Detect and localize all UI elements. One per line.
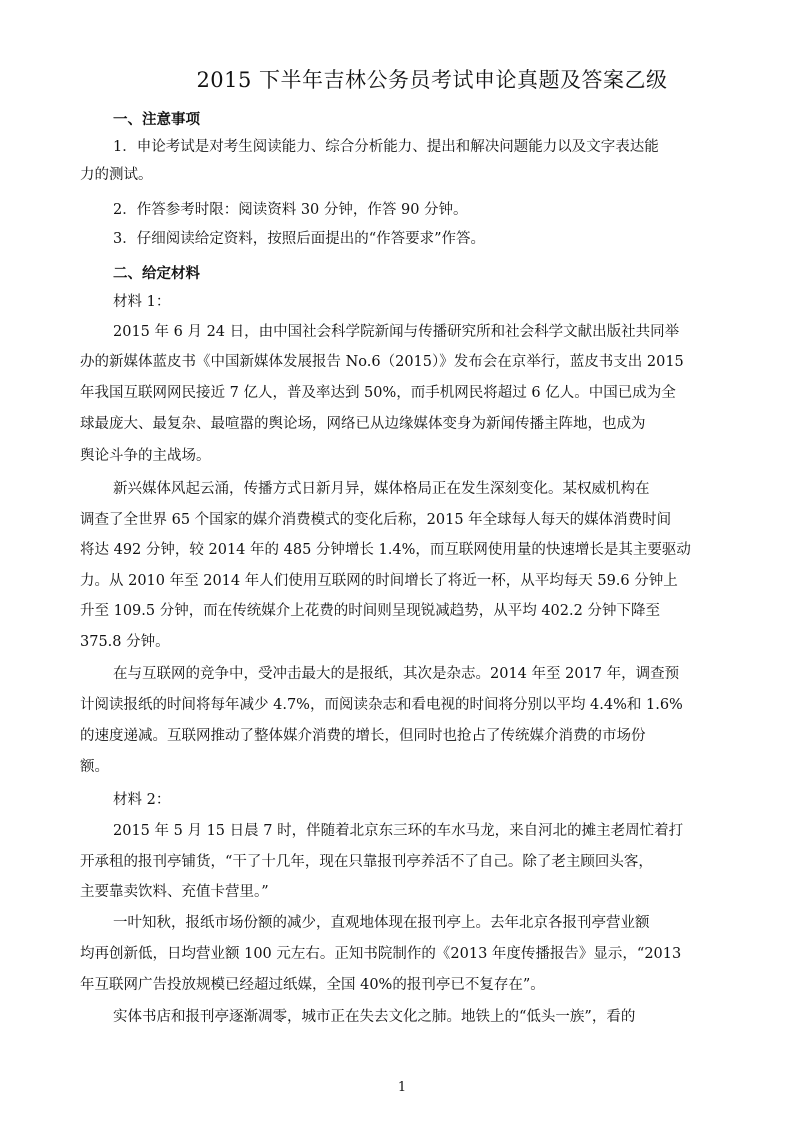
paragraph-line: 年我国互联网网民接近 7 亿人，普及率达到 50%，而手机网民将超过 6 亿人。中国已成为全	[80, 385, 676, 401]
document-title: 2015 下半年吉林公务员考试申论真题及答案乙级	[196, 68, 668, 92]
page-number: 1	[397, 1080, 407, 1095]
notice-line: 3．仔细阅读给定资料，按照后面提出的“作答要求”作答。	[113, 231, 486, 247]
paragraph-line: 2015 年 5 月 15 日晨 7 时，伴随着北京东三环的车水马龙，来自河北的摊主老周忙着打	[113, 823, 684, 839]
paragraph-line: 新兴媒体风起云涌，传播方式日新月异，媒体格局正在发生深刻变化。某权威机构在	[113, 481, 650, 497]
paragraph-line: 均再创新低，日均营业额 100 元左右。正知书院制作的《2013 年度传播报告》显示，“2013	[80, 946, 682, 962]
paragraph-line: 年互联网广告投放规模已经超过纸媒，全国 40%的报刊亭已不复存在”。	[80, 977, 545, 993]
paragraph-line: 2015 年 6 月 24 日，由中国社会科学院新闻与传播研究所和社会科学文献出版社共同举	[113, 324, 680, 340]
material-label: 材料 2：	[113, 792, 171, 808]
paragraph-line: 375.8 分钟。	[80, 634, 170, 650]
paragraph-line: 在与互联网的竞争中，受冲击最大的是报纸，其次是杂志。2014 年至 2017 年，调查预	[113, 666, 680, 682]
paragraph-line: 主要靠卖饮料、充值卡营里。”	[80, 884, 269, 900]
material-label: 材料 1：	[113, 294, 171, 310]
paragraph-line: 办的新媒体蓝皮书《中国新媒体发展报告 No.6（2015）》发布会在京举行，蓝皮书支出 2015	[80, 354, 684, 370]
notice-line: 1．申论考试是对考生阅读能力、综合分析能力、提出和解决问题能力以及文字表达能	[113, 139, 659, 155]
paragraph-line: 一叶知秋，报纸市场份额的减少，直观地体现在报刊亭上。去年北京各报刊亭营业额	[113, 915, 650, 931]
paragraph-line: 调查了全世界 65 个国家的媒介消费模式的变化后称，2015 年全球每人每天的媒体消费时间	[80, 512, 672, 528]
section-heading-notice: 一、注意事项	[113, 112, 200, 128]
paragraph-line: 实体书店和报刊亭逐渐凋零，城市正在失去文化之肺。地铁上的“低头一族”，看的	[113, 1009, 636, 1025]
paragraph-line: 升至 109.5 分钟，而在传统媒介上花费的时间则呈现锐减趋势，从平均 402.2 分钟下降至	[80, 603, 660, 619]
paragraph-line: 额。	[80, 759, 109, 775]
paragraph-line: 球最庞大、最复杂、最喧嚣的舆论场，网络已从边缘媒体变身为新闻传播主阵地，也成为	[80, 416, 646, 432]
paragraph-line: 开承租的报刊亭铺货，“干了十几年，现在只靠报刊亭养活不了自己。除了老主顾回头客，	[80, 854, 653, 870]
paragraph-line: 舆论斗争的主战场。	[80, 448, 211, 464]
paragraph-line: 的速度递减。互联网推动了整体媒介消费的增长，但同时也抢占了传统媒介消费的市场份	[80, 728, 646, 744]
paragraph-line: 力。从 2010 年至 2014 年人们使用互联网的时间增长了将近一杯，从平均每天 59.6 分钟上	[80, 573, 678, 589]
notice-line: 力的测试。	[80, 167, 153, 183]
notice-line: 2．作答参考时限：阅读资料 30 分钟，作答 90 分钟。	[113, 202, 468, 218]
section-heading-materials: 二、给定材料	[113, 266, 200, 282]
paragraph-line: 将达 492 分钟，较 2014 年的 485 分钟增长 1.4%，而互联网使用量的快速增长是其主要驱动	[80, 542, 691, 558]
paragraph-line: 计阅读报纸的时间将每年减少 4.7%，而阅读杂志和看电视的时间将分别以平均 4.4%和 1.6%	[80, 697, 683, 713]
